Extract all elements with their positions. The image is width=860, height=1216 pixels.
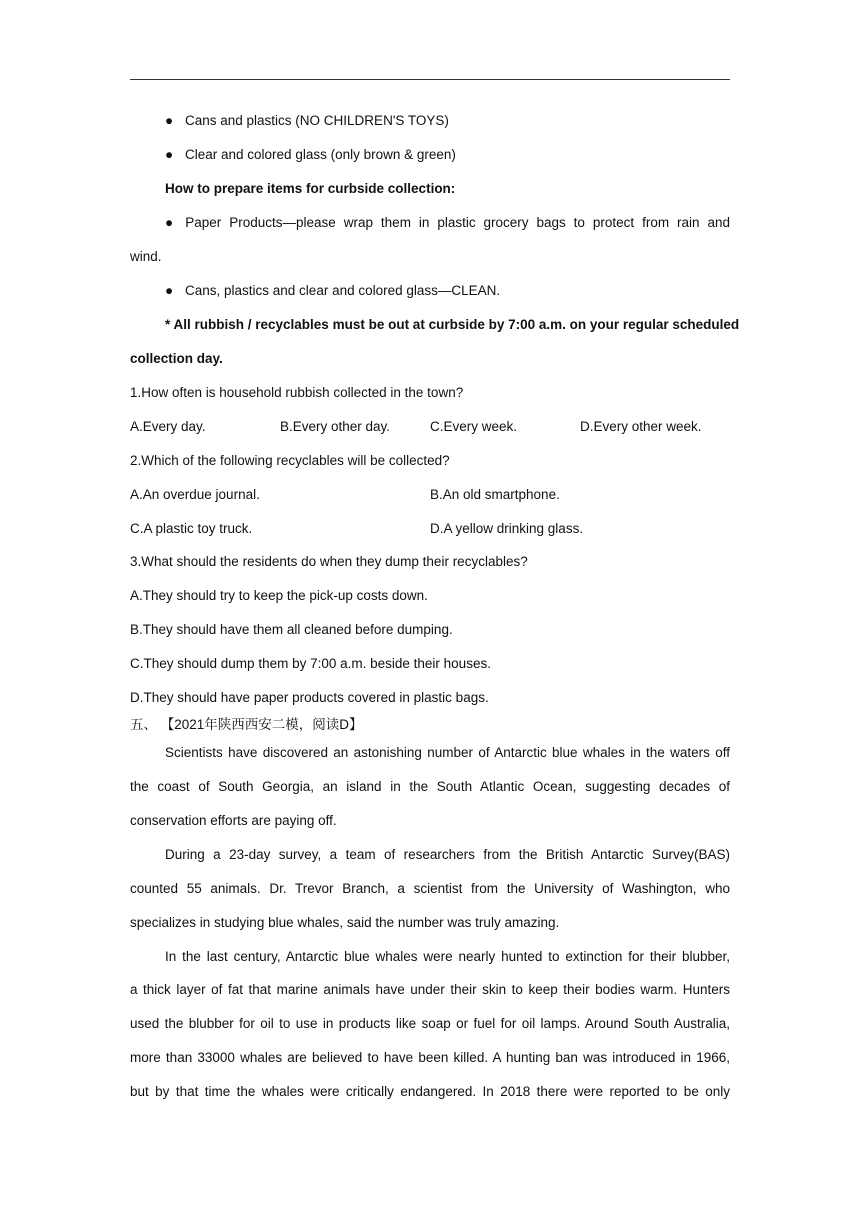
list-item [165,146,730,164]
bullet-icon: ● [165,215,178,230]
list-item [165,282,730,300]
bullet-icon: ● [165,113,174,128]
section-heading: 五、 【2021年陕西西安二模，阅读D】 [130,717,363,732]
passage-line: a thick layer of fat that marine animals have under their skin to keep their bodies warm. Hunters [130,982,730,997]
passage-line: the coast of South Georgia, an island in the South Atlantic Ocean, suggesting decades of [130,779,730,794]
passage-line: more than 33000 whales are believed to have been killed. A hunting ban was introduced in 1966, [130,1050,730,1065]
q1-option-d: D.Every other week. [580,419,702,434]
bullet-icon: ● [165,147,174,162]
q1-option-c: C.Every week. [430,419,518,434]
q1-option-b: B.Every other day. [280,419,391,434]
prepare-cans-text: Cans, plastics and clear and colored glass—CLEAN. [185,283,501,298]
passage-line: counted 55 animals. Dr. Trevor Branch, a scientist from the University of Washington, who [130,881,730,896]
passage-line: In the last century, Antarctic blue whales were nearly hunted to extinction for their blubber, [165,949,730,964]
bullet-icon: ● [165,283,174,298]
prepare-paper-line [165,214,730,232]
q1-option-a: A.Every day. [130,419,206,434]
q3-option-b: B.They should have them all cleaned before dumping. [130,622,453,637]
passage-line: used the blubber for oil to use in products like soap or fuel for oil lamps. Around South Australia, [130,1016,730,1031]
bullet-text: Clear and colored glass (only brown & green) [185,147,456,162]
passage-line: conservation efforts are paying off. [130,813,337,828]
question-2: 2.Which of the following recyclables will be collected? [130,453,450,468]
prepare-paper-cont: wind. [130,249,162,264]
note-line-1: * All rubbish / recyclables must be out at curbside by 7:00 a.m. on your regular scheduled [165,317,740,332]
question-3: 3.What should the residents do when they dump their recyclables? [130,554,528,569]
q2-option-b: B.An old smartphone. [430,487,560,502]
q2-option-c: C.A plastic toy truck. [130,521,253,536]
note-line-2: collection day. [130,351,223,366]
prepare-heading: How to prepare items for curbside collection: [165,181,456,196]
passage-line: Scientists have discovered an astonishing number of Antarctic blue whales in the waters off [165,745,730,760]
passage-line: but by that time the whales were critically endangered. In 2018 there were reported to be only [130,1084,730,1099]
bullet-text: Cans and plastics (NO CHILDREN'S TOYS) [185,113,449,128]
prepare-paper-text: Paper Products—please wrap them in plastic grocery bags to protect from rain and [185,215,730,230]
q3-option-d: D.They should have paper products covered in plastic bags. [130,690,489,705]
list-item [165,112,730,130]
header-rule [130,79,730,80]
q2-option-d: D.A yellow drinking glass. [430,521,584,536]
q2-option-a: A.An overdue journal. [130,487,260,502]
question-1: 1.How often is household rubbish collected in the town? [130,385,464,400]
q3-option-a: A.They should try to keep the pick-up costs down. [130,588,428,603]
passage-line: During a 23-day survey, a team of researchers from the British Antarctic Survey(BAS) [165,847,730,862]
q3-option-c: C.They should dump them by 7:00 a.m. beside their houses. [130,656,491,671]
passage-line: specializes in studying blue whales, said the number was truly amazing. [130,915,560,930]
